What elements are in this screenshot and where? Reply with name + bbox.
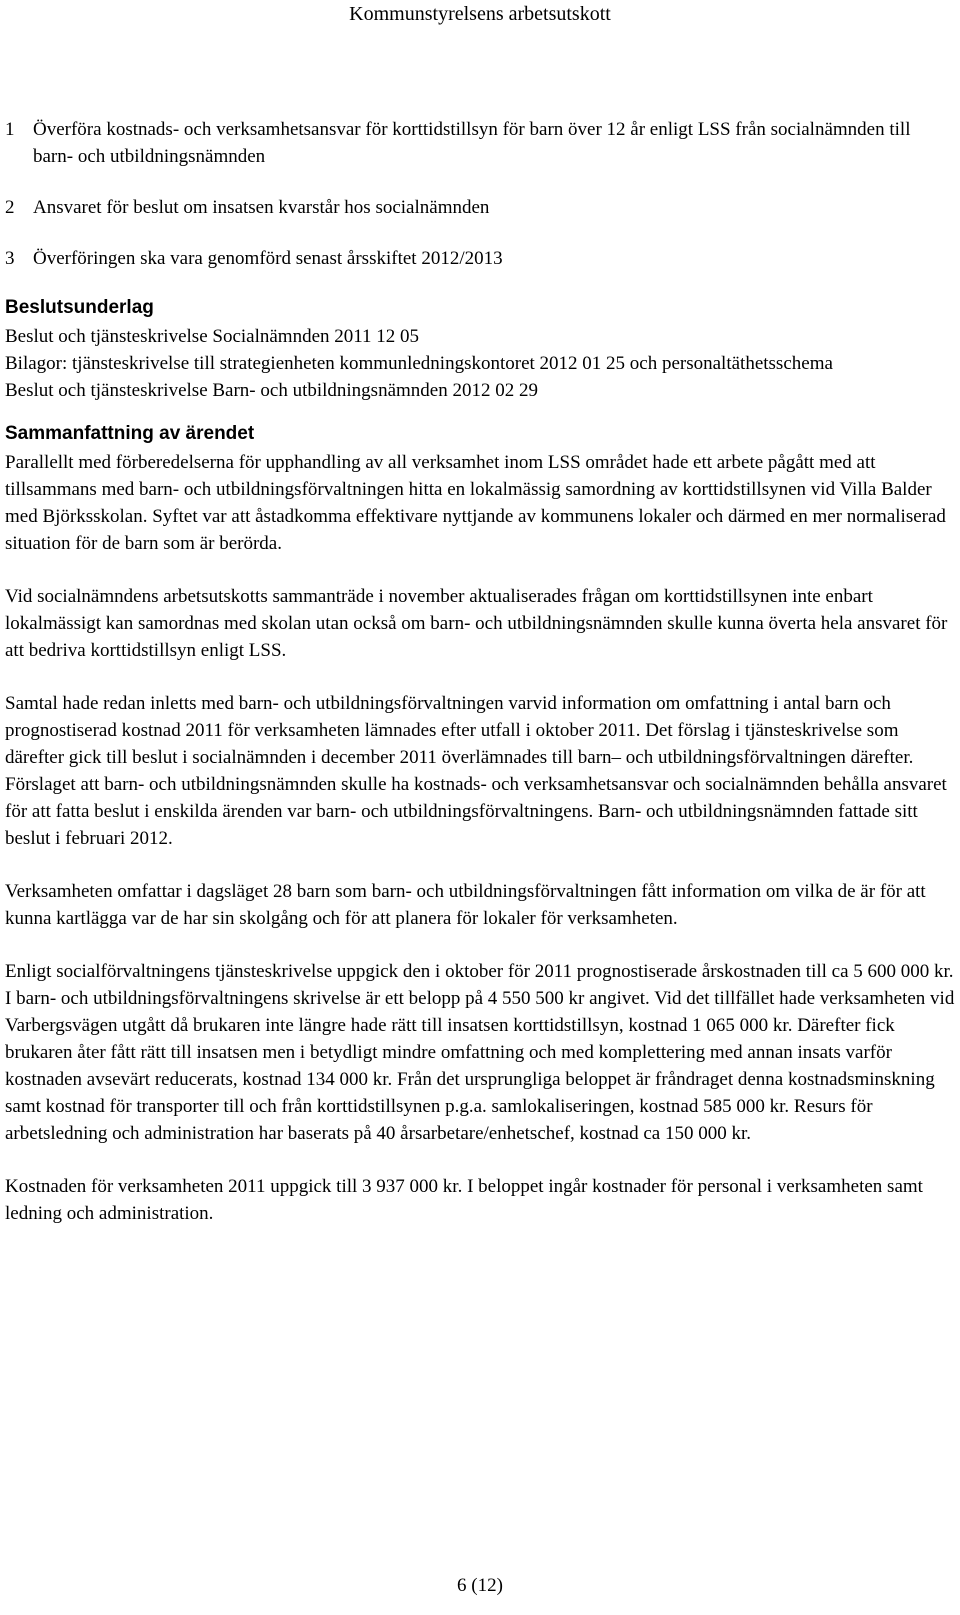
summary-paragraph: Samtal hade redan inletts med barn- och utbildningsförvaltningen varvid information om omfattning i antal barn och prognostiserad kostnad 2011 för verksamheten lämnades efter utfall i oktober 2011. Det förslag i tjänsteskrivelse som därefter gick till beslut i socialnämnden i december 2011 överlämnades till barn– och utbildningsförvaltningen därefter. Förslaget att barn- och utbildningsnämnden skulle ha kostnads- och verksamhetsansvar och socialnämnden behålla ansvaret för att fatta beslut i enskilda ärenden var barn- och utbildningsförvaltningens. Barn- och utbildningsnämnden fattade sitt beslut i februari 2012. [5, 693, 947, 849]
decision-text: Ansvaret för beslut om insatsen kvarstår hos socialnämnden [33, 197, 490, 218]
page-number: 6 (12) [457, 1575, 503, 1596]
decision-text: Överföra kostnads- och verksamhetsansvar för korttidstillsyn för barn över 12 år enligt LSS från socialnämnden till barn- och utbildningsnämnden [33, 119, 911, 167]
summary-paragraph: Parallellt med förberedelserna för upphandling av all verksamhet inom LSS området hade ett arbete pågått med att tillsammans med barn- och utbildningsförvaltningen hitta en lokalmässig samordning av korttidstillsynen vid Villa Balder med Björksskolan. Syftet var att åstadkomma effektivare nyttjande av kommunens lokaler och därmed en mer normaliserad situation för de barn som är berörda. [5, 452, 946, 554]
basis-line: Beslut och tjänsteskrivelse Socialnämnden 2011 12 05 [5, 326, 420, 347]
decision-item [5, 116, 955, 170]
summary-paragraph: Vid socialnämndens arbetsutskotts sammanträde i november aktualiserades frågan om korttidstillsynen inte enbart lokalmässigt kan samordnas med skolan utan också om barn- och utbildningsnämnden skulle kunna överta hela ansvaret för att bedriva korttidstillsyn enligt LSS. [5, 586, 948, 661]
decision-text: Överföringen ska vara genomförd senast årsskiftet 2012/2013 [33, 248, 503, 269]
decision-item [5, 245, 955, 272]
summary-paragraph: Verksamheten omfattar i dagsläget 28 barn som barn- och utbildningsförvaltningen fått information om vilka de är för att kunna kartlägga var de har sin skolgång och för att planera för lokaler för verksamheten. [5, 881, 926, 929]
decision-number: 3 [5, 248, 15, 269]
summary-heading: Sammanfattning av ärendet [5, 423, 255, 444]
decision-number: 2 [5, 197, 15, 218]
decision-list [5, 116, 955, 272]
document-body [5, 116, 955, 1253]
basis-list [5, 323, 955, 404]
basis-heading: Beslutsunderlag [5, 297, 154, 318]
page-header-title: Kommunstyrelsens arbetsutskott [349, 3, 611, 25]
summary-paragraph: Kostnaden för verksamheten 2011 uppgick till 3 937 000 kr. I beloppet ingår kostnader för personal i verksamheten samt ledning och administration. [5, 1176, 923, 1224]
basis-line: Beslut och tjänsteskrivelse Barn- och utbildningsnämnden 2012 02 29 [5, 380, 538, 401]
decision-number: 1 [5, 119, 15, 140]
basis-line: Bilagor: tjänsteskrivelse till strategienheten kommunledningskontoret 2012 01 25 och personaltäthetsschema [5, 353, 833, 374]
summary-paragraph: Enligt socialförvaltningens tjänsteskrivelse uppgick den i oktober för 2011 prognostiserade årskostnaden till ca 5 600 000 kr. I barn- och utbildningsförvaltningens skrivelse är ett belopp på 4 550 500 kr angivet. Vid det tillfället hade verksamheten vid Varbergsvägen utgått då brukaren inte längre hade rätt till insatsen korttidstillsyn, kostnad 1 065 000 kr. Därefter fick brukaren åter fått rätt till insatsen men i betydligt mindre omfattning och med komplettering med annan insats varför kostnaden avsevärt reducerats, kostnad 134 000 kr. Från det ursprungliga beloppet är fråndraget denna kostnadsminskning samt kostnad för transporter till och från korttidstillsynen p.g.a. samlokaliseringen, kostnad 585 000 kr. Resurs för arbetsledning och administration har baserats på 40 årsarbetare/enhetschef, kostnad ca 150 000 kr. [5, 961, 955, 1144]
decision-item [5, 194, 955, 221]
